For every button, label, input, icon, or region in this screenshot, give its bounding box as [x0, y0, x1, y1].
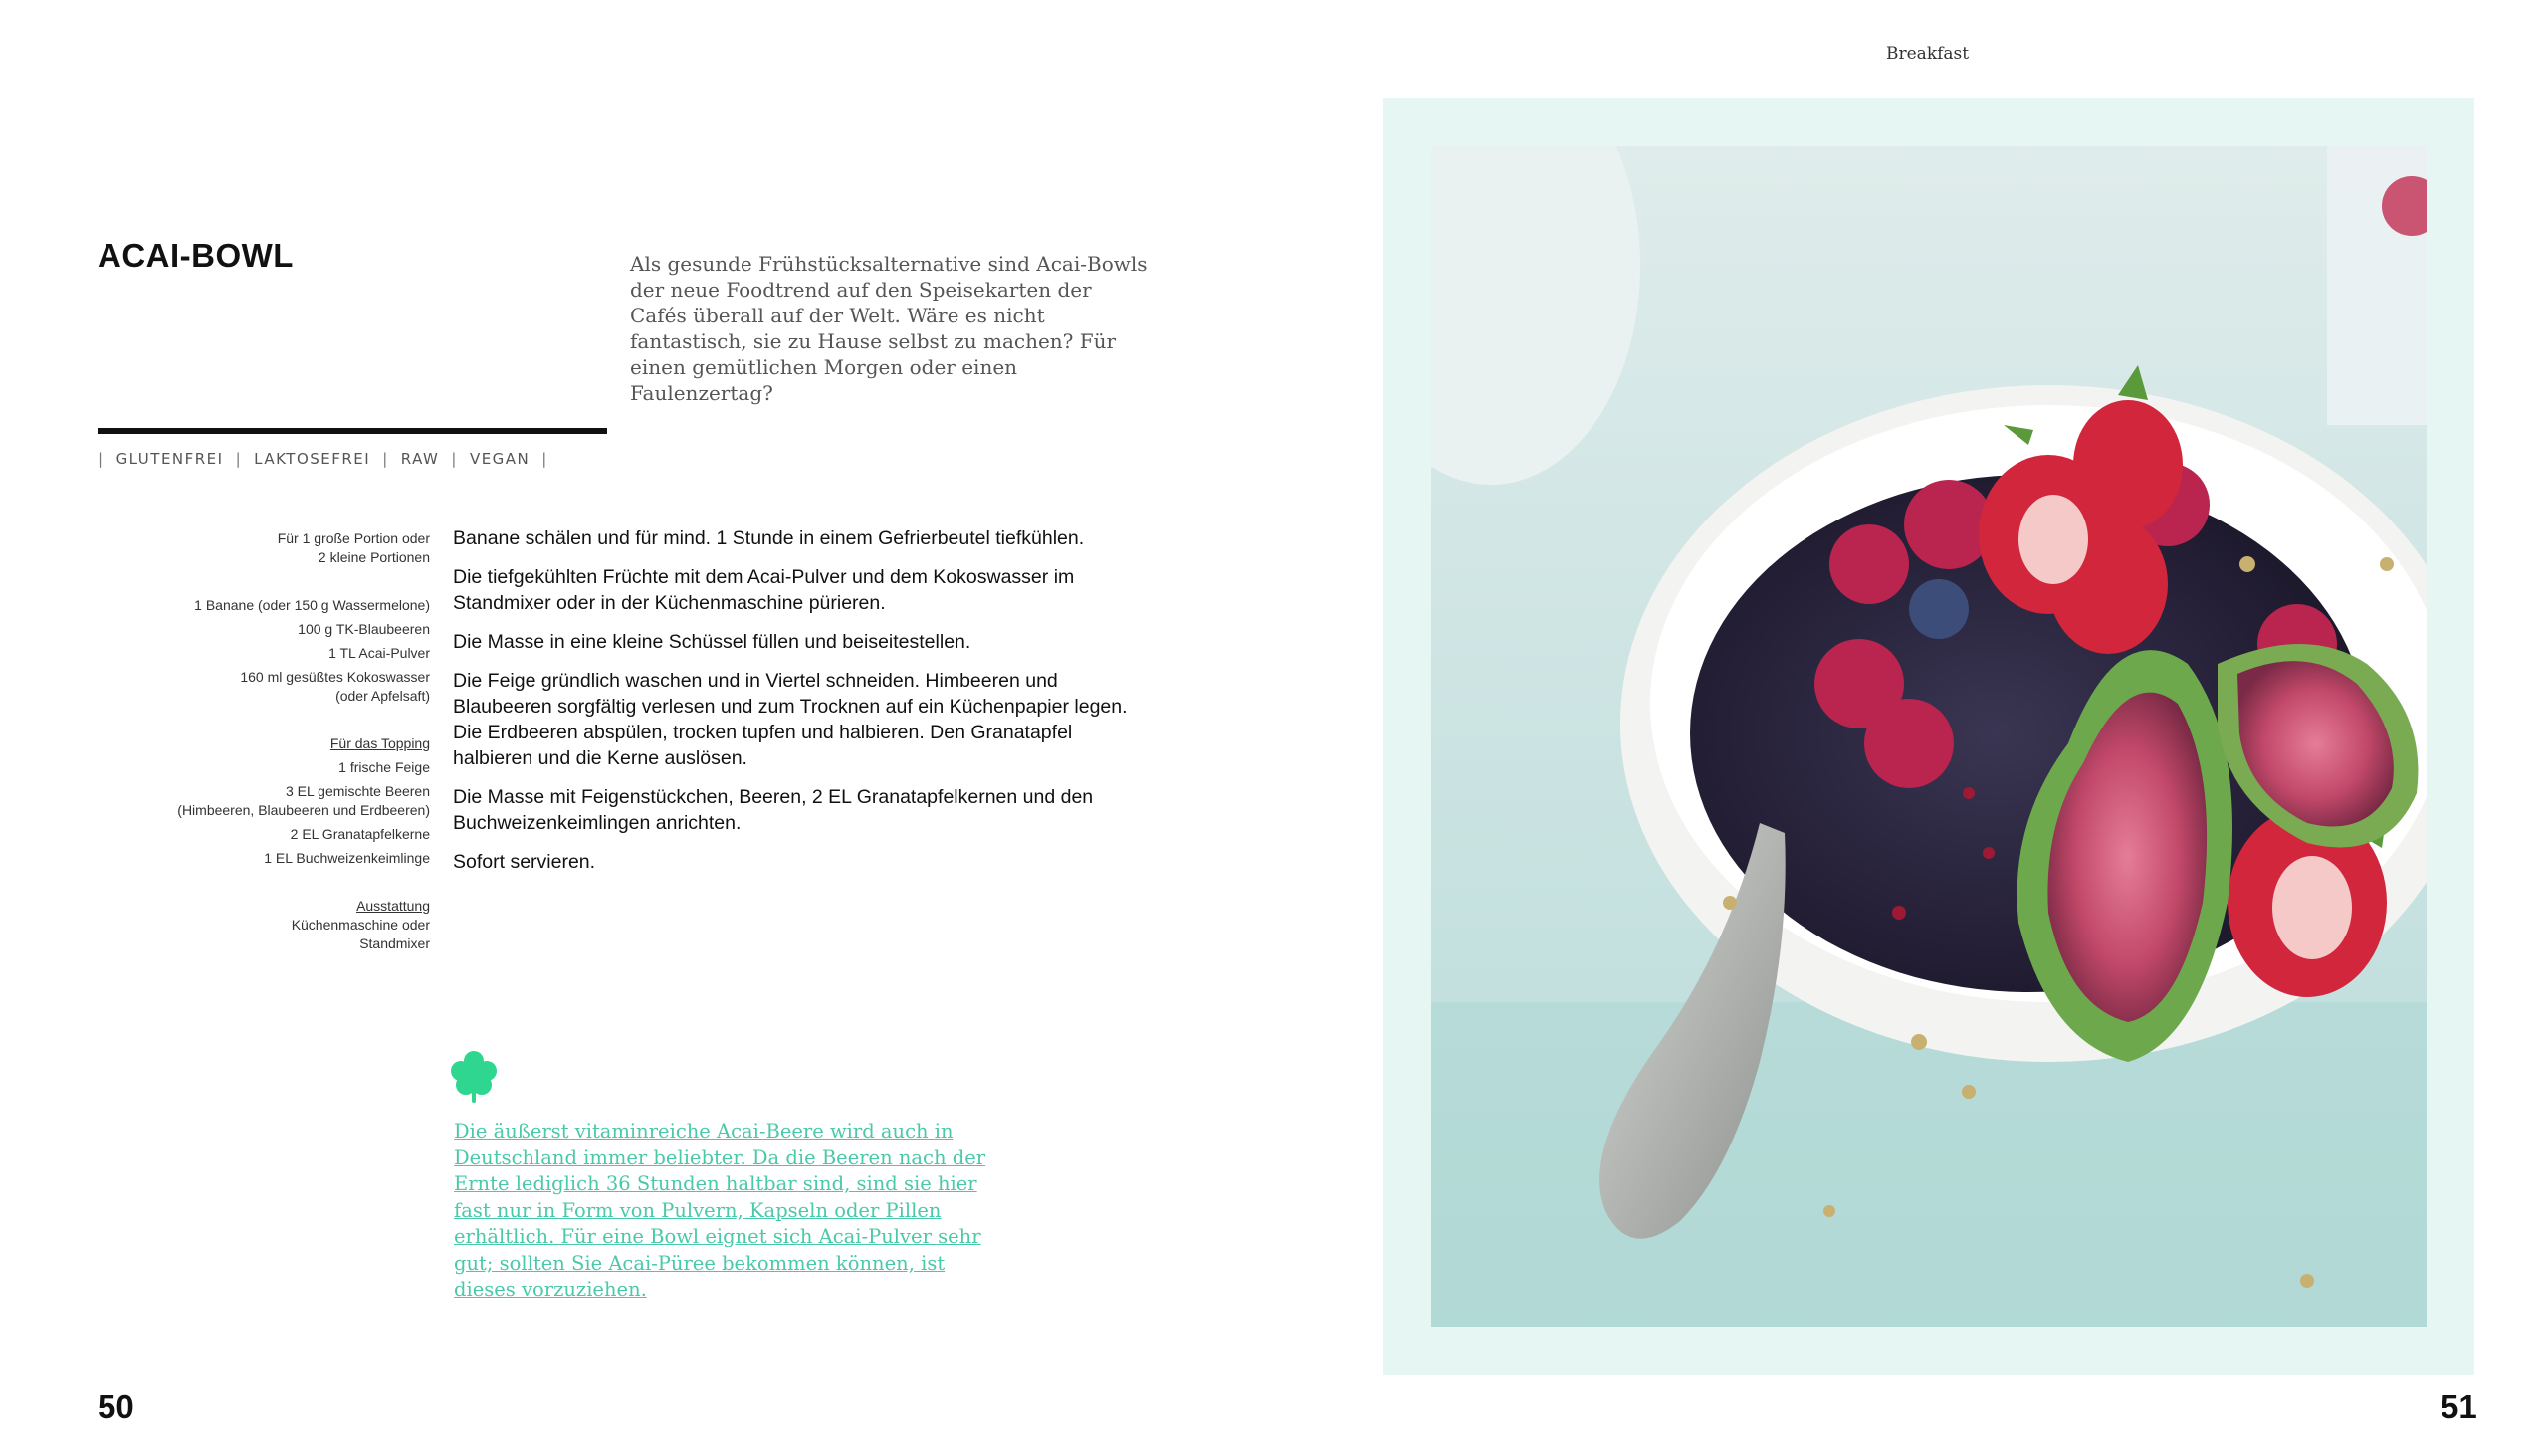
tag-glutenfrei: GLUTENFREI [115, 450, 224, 468]
clover-icon [448, 1047, 500, 1105]
topping-heading: Für das Topping [329, 735, 430, 751]
tag-separator: | [98, 450, 105, 468]
method-step: Die Masse mit Feigenstückchen, Beeren, 2 EL Granatapfelkernen und den Buchweizenkeimlingen anrichten. [453, 786, 1094, 834]
equipment-heading: Ausstattung [356, 898, 430, 914]
ingredient-item: 1 TL Acai-Pulver [328, 645, 430, 661]
ingredient-item: 160 ml gesüßtes Kokoswasser [240, 669, 430, 685]
title-rule [98, 428, 607, 434]
ingredient-item: (oder Apfelsaft) [335, 688, 430, 704]
servings-line: 2 kleine Portionen [318, 549, 430, 565]
equipment-item: Standmixer [359, 936, 430, 951]
tag-separator: | [541, 450, 548, 468]
equipment-item: Küchenmaschine oder [291, 917, 430, 933]
method-step: Die Masse in eine kleine Schüssel füllen und beiseitestellen. [453, 631, 971, 653]
section-label: Breakfast [1886, 44, 1970, 64]
tag-separator: | [382, 450, 389, 468]
tip-text: Die äußerst vitaminreiche Acai-Beere wird auch in Deutschland immer beliebter. Da die Beeren nach der Ernte lediglich 36 Stunden haltbar sind, sind sie hier fast nur in Form von Pulvern, Kapseln oder Pillen erhältlich. Für eine Bowl eignet sich Acai-Pulver sehr gut; sollten Sie Acai-Püree bekommen können, ist dieses vorzuziehen. [454, 1120, 986, 1301]
servings-line: Für 1 große Portion oder [277, 530, 430, 546]
servings [131, 529, 430, 567]
page-number-right: 51 [2441, 1388, 2477, 1425]
tag-laktosefrei: LAKTOSEFREI [254, 450, 371, 468]
ingredients-column [131, 529, 430, 982]
method-step: Die Feige gründlich waschen und in Viertel schneiden. Himbeeren und Blaubeeren sorgfältig verlesen und zum Trocknen auf ein Küchenpapier legen. Die Erdbeeren abspülen, trocken tupfen und halbieren. Den Granatapfel halbieren und die Kerne auslösen. [453, 670, 1128, 769]
page-number-left: 50 [98, 1388, 134, 1425]
tag-vegan: VEGAN [469, 450, 531, 468]
topping-item: 2 EL Granatapfelkerne [290, 826, 430, 842]
ingredient-item: 1 Banane (oder 150 g Wassermelone) [194, 597, 430, 613]
topping-item: 3 EL gemischte Beeren [285, 783, 430, 799]
topping-list [131, 734, 430, 868]
equipment-list [131, 897, 430, 953]
method-step: Sofort servieren. [453, 851, 596, 873]
acai-bowl-photo [1431, 146, 2427, 1327]
tag-separator: | [451, 450, 458, 468]
ingredient-item: 100 g TK-Blaubeeren [298, 621, 430, 637]
recipe-title: ACAI-BOWL [98, 237, 294, 274]
topping-item: 1 EL Buchweizenkeimlinge [264, 850, 430, 866]
ingredients-list [131, 596, 430, 706]
method-step: Die tiefgekühlten Früchte mit dem Acai-Pulver und dem Kokoswasser im Standmixer oder in der Küchenmaschine pürieren. [453, 566, 1075, 614]
method-step: Banane schälen und für mind. 1 Stunde in einem Gefrierbeutel tiefkühlen. [453, 527, 1085, 549]
tag-separator: | [235, 450, 243, 468]
topping-item: (Himbeeren, Blaubeeren und Erdbeeren) [177, 802, 430, 818]
topping-item: 1 frische Feige [338, 759, 430, 775]
recipe-intro: Als gesunde Frühstücksalternative sind Acai-Bowls der neue Foodtrend auf den Speisekarten der Cafés überall auf der Welt. Wäre es nicht fantastisch, sie zu Hause selbst zu machen? Für einen gemütlichen Morgen oder einen Faulenzertag? [630, 252, 1148, 405]
method-steps [453, 525, 1150, 888]
diet-tags [98, 450, 548, 468]
tag-raw: RAW [400, 450, 440, 468]
